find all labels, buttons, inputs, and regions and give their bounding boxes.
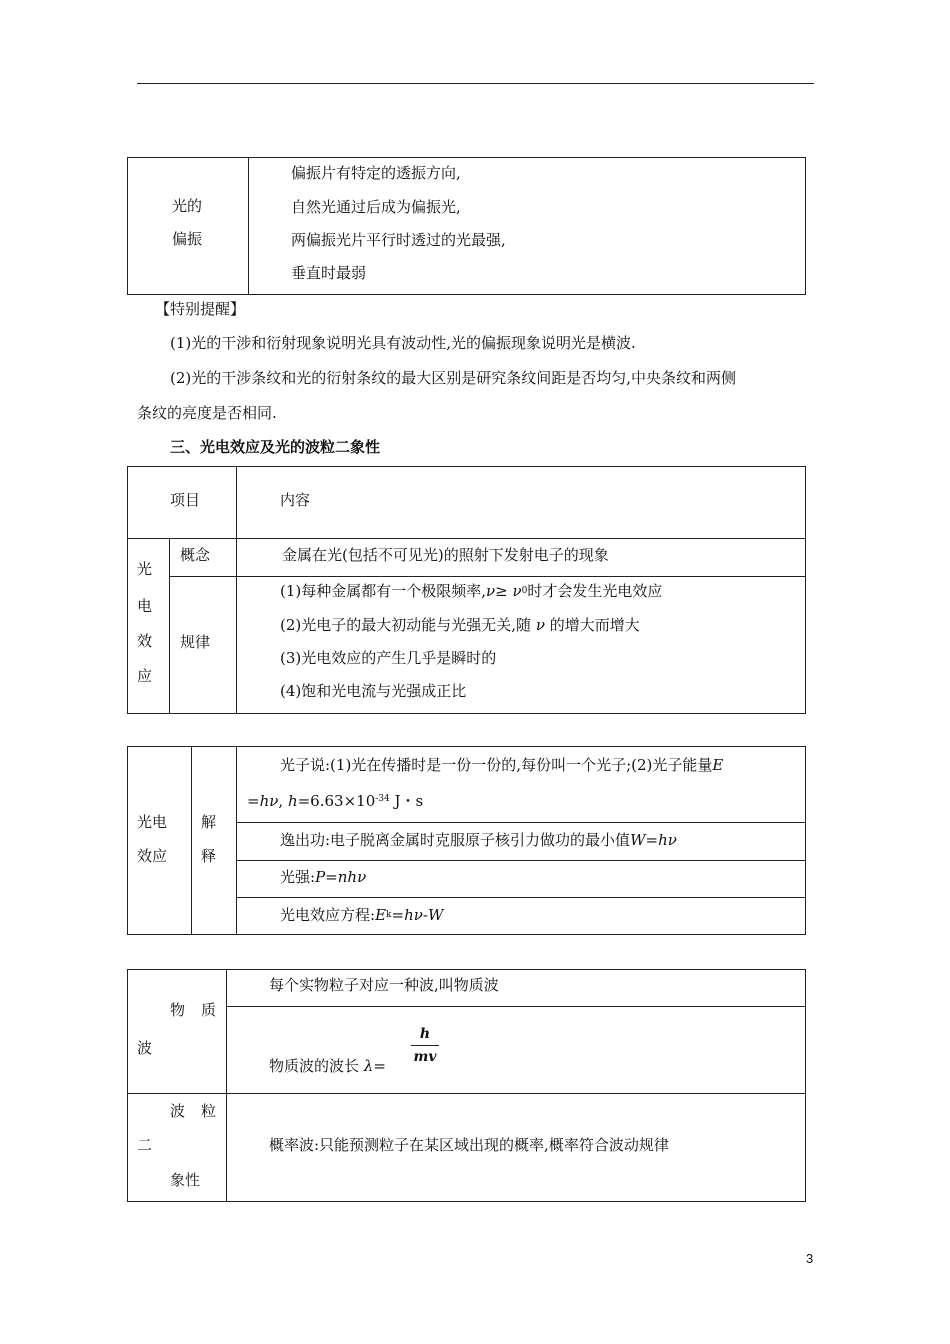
- dual-label-d: 象性: [170, 1171, 201, 1189]
- explain-sub-2: 释: [201, 847, 217, 865]
- polarization-content-1: 偏振片有特定的透振方向,: [291, 164, 461, 182]
- matter-label-a: 物: [170, 1001, 186, 1019]
- probability-wave: 概率波:只能预测粒子在某区域出现的概率,概率符合波动规律: [269, 1136, 669, 1154]
- polarization-content-2: 自然光通过后成为偏振光,: [291, 198, 461, 216]
- law-label: 规律: [180, 633, 211, 651]
- matter-wave-length: 物质波的波长 λ=: [269, 1057, 386, 1075]
- wavelength-fraction: h mv: [411, 1026, 439, 1065]
- reminder-heading: 【特别提醒】: [155, 300, 246, 318]
- light-intensity: 光强:P=nhν: [280, 868, 367, 886]
- polarization-table: [127, 157, 806, 295]
- group-char-1: 光: [137, 560, 153, 578]
- photoelectric-equation: 光电效应方程:Ek=hν-W: [280, 906, 444, 924]
- explain-sub-1: 解: [201, 813, 217, 831]
- header-rule: [137, 83, 814, 84]
- page-number: 3: [806, 1251, 814, 1266]
- dual-label-c: 二: [137, 1136, 153, 1154]
- law-2: (2)光电子的最大初动能与光强无关,随 ν 的增大而增大: [280, 616, 640, 634]
- photon-theory-line-1: 光子说:(1)光在传播时是一份一份的,每份叫一个光子;(2)光子能量E: [280, 756, 724, 774]
- reminder-item-1: (1)光的干涉和衍射现象说明光具有波动性,光的偏振现象说明光是横波.: [170, 334, 636, 352]
- concept-text: 金属在光(包括不可见光)的照射下发射电子的现象: [282, 546, 609, 564]
- reminder-item-2-line-1: (2)光的干涉条纹和光的衍射条纹的最大区别是研究条纹间距是否均匀,中央条纹和两侧: [170, 369, 737, 387]
- law-1: (1)每种金属都有一个极限频率,ν≥ ν0时才会发生光电效应: [280, 582, 663, 600]
- photon-theory-line-2: =hν, $h=6.63\times 10^{-34}$ J・s: [247, 792, 424, 810]
- dual-label-b: 粒: [201, 1102, 217, 1120]
- reminder-item-2-line-2: 条纹的亮度是否相同.: [137, 404, 277, 422]
- group-char-2: 电: [137, 597, 153, 615]
- explain-label-1: 光电: [137, 813, 168, 831]
- polarization-content-4: 垂直时最弱: [291, 264, 367, 282]
- law-3: (3)光电效应的产生几乎是瞬时的: [280, 649, 497, 667]
- matter-wave-definition: 每个实物粒子对应一种波,叫物质波: [269, 976, 499, 994]
- explain-label-2: 效应: [137, 847, 168, 865]
- concept-label: 概念: [180, 546, 211, 564]
- polarization-content-3: 两偏振光片平行时透过的光最强,: [291, 231, 506, 249]
- group-char-4: 应: [137, 667, 153, 685]
- section-title: 三、光电效应及光的波粒二象性: [170, 438, 381, 456]
- dual-label-a: 波: [170, 1102, 186, 1120]
- group-char-3: 效: [137, 632, 153, 650]
- matter-label-b: 质: [201, 1001, 217, 1019]
- law-4: (4)饱和光电流与光强成正比: [280, 682, 467, 700]
- polarization-label-1: 光的: [172, 197, 203, 215]
- matter-wave-table: [127, 969, 806, 1202]
- work-function: 逸出功:电子脱离金属时克服原子核引力做功的最小值W=hν: [280, 831, 677, 849]
- column-header-item: 项目: [170, 491, 201, 509]
- polarization-label-2: 偏振: [172, 230, 203, 248]
- matter-label-c: 波: [137, 1039, 153, 1057]
- column-header-content: 内容: [280, 491, 311, 509]
